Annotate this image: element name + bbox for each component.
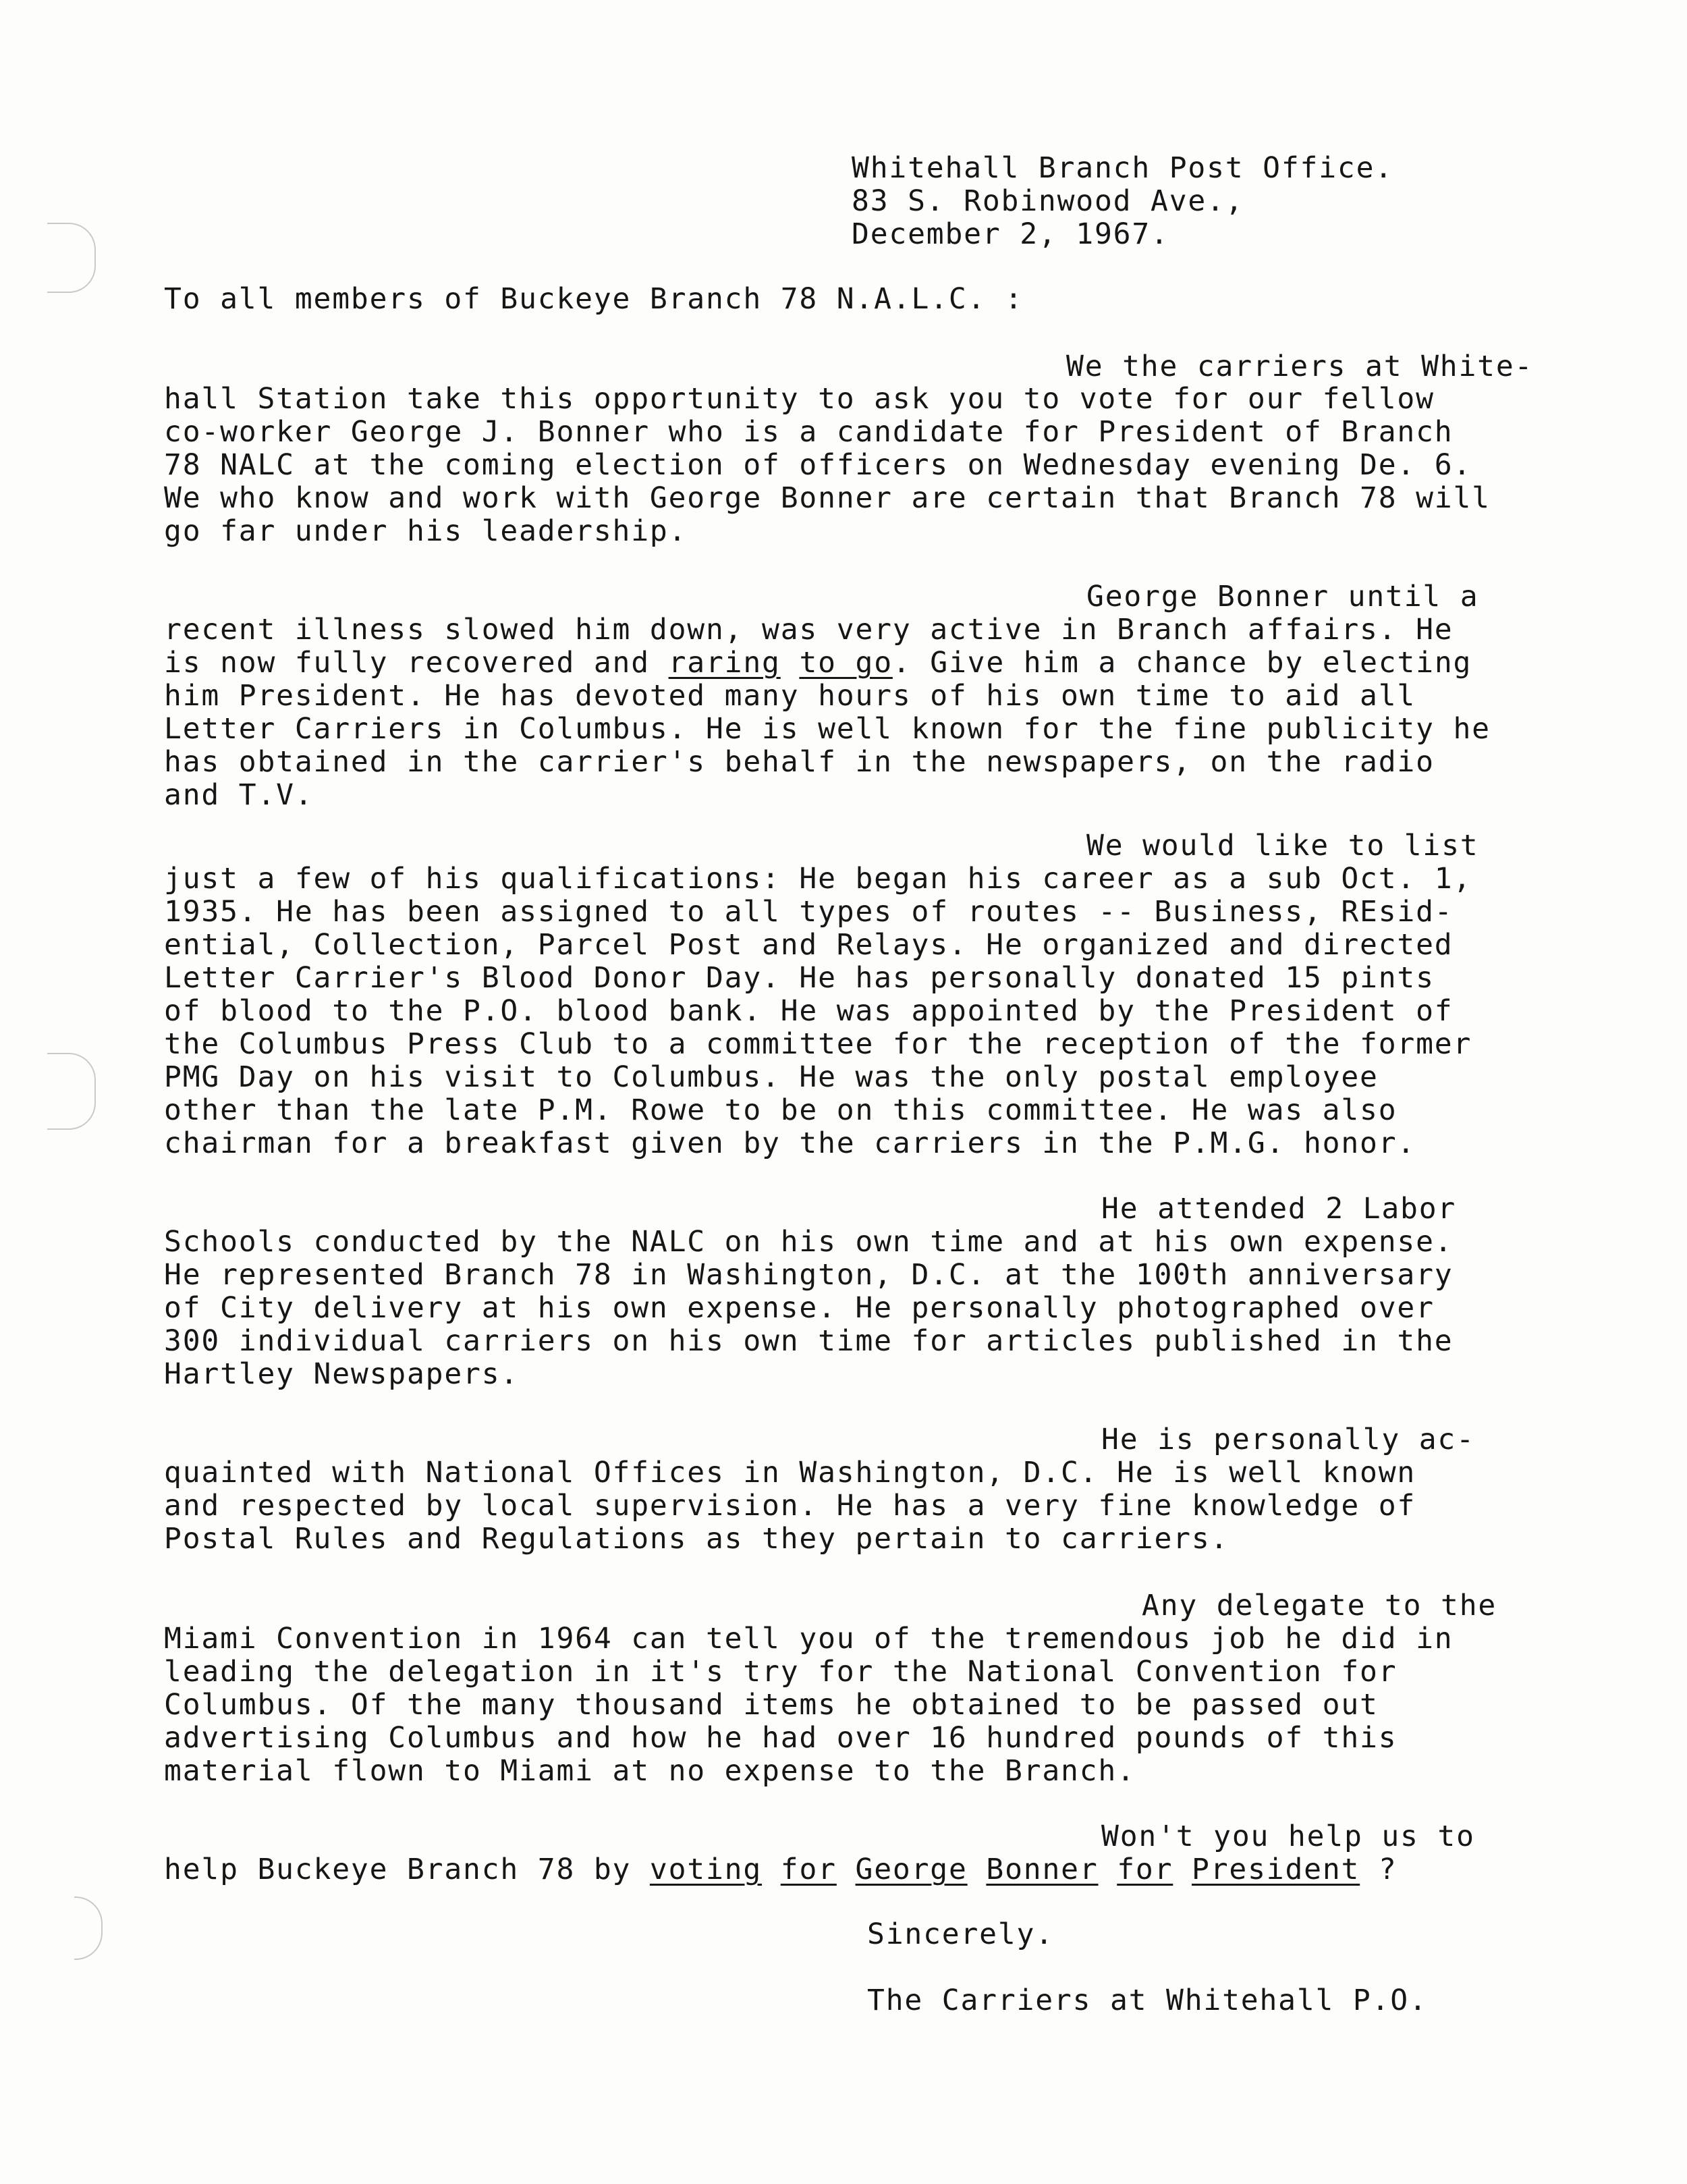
p5-line: He is personally ac-	[1101, 1423, 1475, 1456]
underlined-word: for	[1117, 1853, 1173, 1886]
p4-line: 300 individual carriers on his own time for articles published in the	[164, 1324, 1454, 1358]
binder-hole-mark	[74, 1896, 103, 1960]
binder-hole-mark	[47, 1053, 96, 1130]
p1-line: We the carriers at White-	[1066, 350, 1534, 383]
p4-line: He attended 2 Labor	[1101, 1192, 1457, 1226]
p3-line: Letter Carrier's Blood Donor Day. He has personally donated 15 pints	[164, 961, 1435, 995]
p3-line: chairman for a breakfast given by the carriers in the P.M.G. honor.	[164, 1126, 1416, 1160]
closing-signature: The Carriers at Whitehall P.O.	[867, 1984, 1428, 2017]
p3-line: PMG Day on his visit to Columbus. He was the only postal employee	[164, 1060, 1379, 1094]
p4-line: of City delivery at his own expense. He personally photographed over	[164, 1291, 1435, 1325]
underlined-phrase: raring	[668, 646, 781, 680]
p1-line: hall Station take this opportunity to ask you to vote for our fellow	[164, 382, 1435, 416]
header-line-2: 83 S. Robinwood Ave.,	[852, 184, 1244, 218]
p3-line: ential, Collection, Parcel Post and Relays. He organized and directed	[164, 928, 1454, 962]
salutation: To all members of Buckeye Branch 78 N.A.L.C. :	[164, 282, 1024, 316]
underlined-word: Bonner	[986, 1853, 1099, 1886]
p3-line: of blood to the P.O. blood bank. He was appointed by the President of	[164, 994, 1454, 1028]
underlined-word: voting	[649, 1853, 763, 1886]
p2-line: recent illness slowed him down, was very active in Branch affairs. He	[164, 613, 1454, 647]
p2-text: . Give him a chance by electing	[892, 646, 1472, 680]
closing-sincerely: Sincerely.	[867, 1917, 1054, 1951]
p6-line: Columbus. Of the many thousand items he obtained to be passed out	[164, 1688, 1379, 1722]
p2-line: George Bonner until a	[1086, 580, 1479, 613]
p6-line: leading the delegation in it's try for the National Convention for	[164, 1655, 1398, 1689]
p5-line: quainted with National Offices in Washington, D.C. He is well known	[164, 1456, 1416, 1490]
underlined-word: for	[780, 1853, 837, 1886]
p3-line: the Columbus Press Club to a committee for the reception of the former	[164, 1027, 1472, 1061]
p1-line: go far under his leadership.	[164, 514, 688, 548]
p2-line: has obtained in the carrier's behalf in the newspapers, on the radio	[164, 745, 1435, 779]
p4-line: Schools conducted by the NALC on his own time and at his own expense.	[164, 1225, 1454, 1259]
p2-line: him President. He has devoted many hours of his own time to aid all	[164, 679, 1416, 713]
underlined-word: President	[1192, 1853, 1360, 1886]
p3-line: just a few of his qualifications: He began his career as a sub Oct. 1,	[164, 862, 1472, 896]
p7-line	[164, 1855, 1398, 1884]
p5-line: Postal Rules and Regulations as they pertain to carriers.	[164, 1522, 1229, 1556]
p2-line: Letter Carriers in Columbus. He is well known for the fine publicity he	[164, 712, 1491, 746]
p4-line: He represented Branch 78 in Washington, D.C. at the 100th anniversary	[164, 1258, 1454, 1292]
header-line-1: Whitehall Branch Post Office.	[852, 151, 1393, 185]
binder-hole-mark	[47, 223, 96, 293]
p1-line: We who know and work with George Bonner are certain that Branch 78 will	[164, 481, 1491, 515]
header-date: December 2, 1967.	[852, 217, 1169, 251]
p7-text: help Buckeye Branch 78 by	[164, 1853, 650, 1886]
p6-line: Miami Convention in 1964 can tell you of the tremendous job he did in	[164, 1622, 1454, 1656]
p2-text	[781, 646, 800, 680]
p3-line: 1935. He has been assigned to all types of routes -- Business, REsid-	[164, 895, 1454, 929]
p6-line: advertising Columbus and how he had over 16 hundred pounds of this	[164, 1721, 1398, 1755]
p6-line: Any delegate to the	[1142, 1589, 1497, 1622]
p3-line: other than the late P.M. Rowe to be on this committee. He was also	[164, 1093, 1398, 1127]
p6-line: material flown to Miami at no expense to the Branch.	[164, 1754, 1136, 1788]
p4-line: Hartley Newspapers.	[164, 1357, 520, 1391]
p2-line: and T.V.	[164, 778, 314, 812]
p3-line: We would like to list	[1086, 829, 1479, 863]
p7-text: ?	[1360, 1853, 1398, 1886]
p5-line: and respected by local supervision. He has a very fine knowledge of	[164, 1489, 1416, 1523]
p1-line: co-worker George J. Bonner who is a candidate for President of Branch	[164, 415, 1454, 449]
p2-line	[164, 646, 1472, 680]
underlined-word: George	[855, 1853, 968, 1886]
p1-line: 78 NALC at the coming election of officers on Wednesday evening De. 6.	[164, 448, 1472, 482]
underlined-phrase: to go	[799, 646, 893, 680]
p2-text: is now fully recovered and	[164, 646, 669, 680]
p7-line: Won't you help us to	[1101, 1820, 1475, 1853]
